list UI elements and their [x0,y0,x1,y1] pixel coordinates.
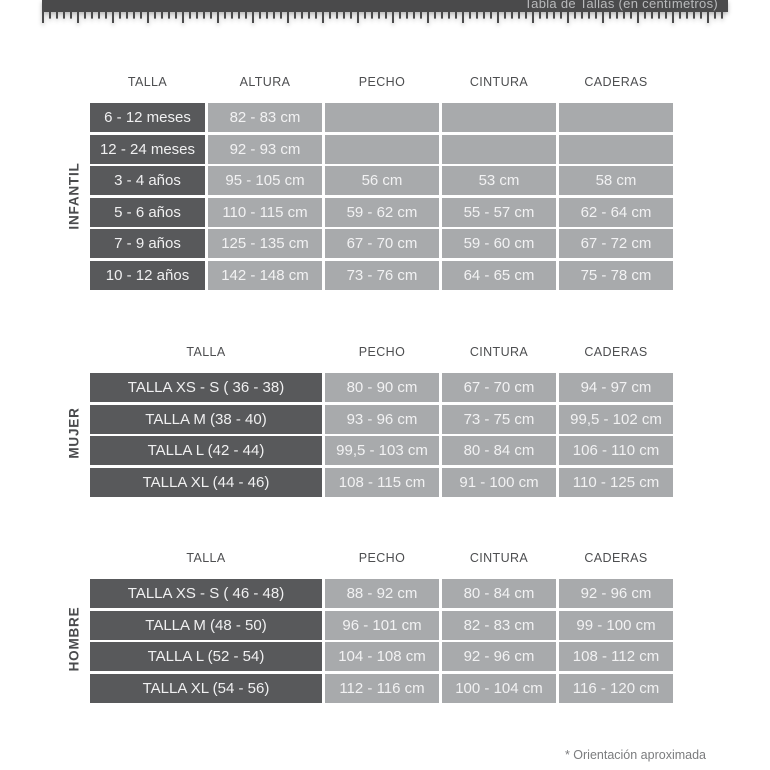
table-row [90,261,673,290]
size-label-cell: TALLA M (48 - 50) [90,611,322,640]
table-mujer-body [90,373,673,497]
page-title: Tabla de Tallas (en centímetros) [524,0,718,11]
measurement-cell [325,135,439,164]
measurement-cell: 99,5 - 102 cm [559,405,673,434]
table-infantil-body [90,103,673,290]
measurement-cell: 112 - 116 cm [325,674,439,703]
measurement-cell: 92 - 96 cm [442,642,556,671]
column-header-caderas: CADERAS [584,75,648,89]
table-hombre [90,550,673,703]
measurement-cell: 92 - 96 cm [559,579,673,608]
measurement-cell: 106 - 110 cm [559,436,673,465]
table-row [90,611,673,640]
measurement-cell [325,103,439,132]
measurement-cell: 64 - 65 cm [442,261,556,290]
measurement-cell: 67 - 70 cm [325,229,439,258]
measurement-cell: 142 - 148 cm [208,261,322,290]
size-label-cell: TALLA XS - S ( 36 - 38) [90,373,322,402]
measurement-cell: 82 - 83 cm [208,103,322,132]
measurement-cell: 110 - 115 cm [208,198,322,227]
table-infantil [90,74,673,290]
ruler-ticks-icon [42,12,728,23]
size-label-cell: TALLA XL (54 - 56) [90,674,322,703]
measurement-cell [559,135,673,164]
measurement-cell: 93 - 96 cm [325,405,439,434]
size-label-cell: TALLA M (38 - 40) [90,405,322,434]
measurement-cell: 95 - 105 cm [208,166,322,195]
measurement-cell: 92 - 93 cm [208,135,322,164]
size-label-cell: TALLA L (42 - 44) [90,436,322,465]
table-row [90,103,673,132]
table-infantil-header-row [90,74,673,90]
column-header-cintura: CINTURA [469,345,529,359]
size-label-cell: TALLA XS - S ( 46 - 48) [90,579,322,608]
measurement-cell: 56 cm [325,166,439,195]
measurement-cell: 104 - 108 cm [325,642,439,671]
size-label-cell: TALLA XL (44 - 46) [90,468,322,497]
size-label-cell: TALLA L (52 - 54) [90,642,322,671]
measurement-cell: 62 - 64 cm [559,198,673,227]
group-label-hombre: HOMBRE [66,606,82,672]
size-label-cell: 3 - 4 años [90,166,205,195]
size-label-cell: 6 - 12 meses [90,103,205,132]
table-mujer [90,344,673,497]
measurement-cell: 99 - 100 cm [559,611,673,640]
measurement-cell: 108 - 112 cm [559,642,673,671]
measurement-cell: 91 - 100 cm [442,468,556,497]
column-header-altura: ALTURA [239,75,291,89]
group-label-mujer: MUJER [66,407,82,459]
column-header-talla: TALLA [127,75,168,89]
table-row [90,579,673,608]
column-header-talla: TALLA [186,551,226,565]
measurement-cell: 125 - 135 cm [208,229,322,258]
size-label-cell: 5 - 6 años [90,198,205,227]
size-label-cell: 12 - 24 meses [90,135,205,164]
column-header-pecho: PECHO [358,345,406,359]
measurement-cell: 55 - 57 cm [442,198,556,227]
table-row [90,436,673,465]
measurement-cell: 67 - 70 cm [442,373,556,402]
measurement-cell: 59 - 60 cm [442,229,556,258]
measurement-cell: 73 - 76 cm [325,261,439,290]
size-label-cell: 7 - 9 años [90,229,205,258]
column-header-caderas: CADERAS [584,345,648,359]
measurement-cell: 82 - 83 cm [442,611,556,640]
table-row [90,373,673,402]
measurement-cell: 67 - 72 cm [559,229,673,258]
column-header-talla: TALLA [186,345,226,359]
table-row [90,468,673,497]
measurement-cell: 59 - 62 cm [325,198,439,227]
column-header-caderas: CADERAS [584,551,648,565]
tape-bar [42,0,728,12]
measurement-cell: 80 - 84 cm [442,436,556,465]
table-row [90,674,673,703]
measurement-cell: 116 - 120 cm [559,674,673,703]
table-mujer-header-row [90,344,673,360]
table-row [90,166,673,195]
measurement-cell: 100 - 104 cm [442,674,556,703]
measurement-cell [442,135,556,164]
column-header-pecho: PECHO [358,75,406,89]
table-row [90,198,673,227]
measurement-cell: 94 - 97 cm [559,373,673,402]
table-row [90,642,673,671]
measurement-cell [559,103,673,132]
measurement-cell: 99,5 - 103 cm [325,436,439,465]
measurement-cell: 96 - 101 cm [325,611,439,640]
measurement-cell: 58 cm [559,166,673,195]
table-row [90,405,673,434]
column-header-cintura: CINTURA [469,75,529,89]
measurement-cell: 110 - 125 cm [559,468,673,497]
measurement-cell: 73 - 75 cm [442,405,556,434]
measurement-cell: 75 - 78 cm [559,261,673,290]
measurement-cell: 108 - 115 cm [325,468,439,497]
table-row [90,135,673,164]
measurement-cell: 80 - 90 cm [325,373,439,402]
footnote: * Orientación aproximada [564,748,706,762]
measurement-cell [442,103,556,132]
table-hombre-header-row [90,550,673,566]
size-label-cell: 10 - 12 años [90,261,205,290]
column-header-cintura: CINTURA [469,551,529,565]
table-hombre-body [90,579,673,703]
group-label-infantil: INFANTIL [66,162,82,230]
measurement-cell: 88 - 92 cm [325,579,439,608]
measurement-cell: 80 - 84 cm [442,579,556,608]
measurement-cell: 53 cm [442,166,556,195]
measuring-tape-header [42,0,728,23]
column-header-pecho: PECHO [358,551,406,565]
table-row [90,229,673,258]
